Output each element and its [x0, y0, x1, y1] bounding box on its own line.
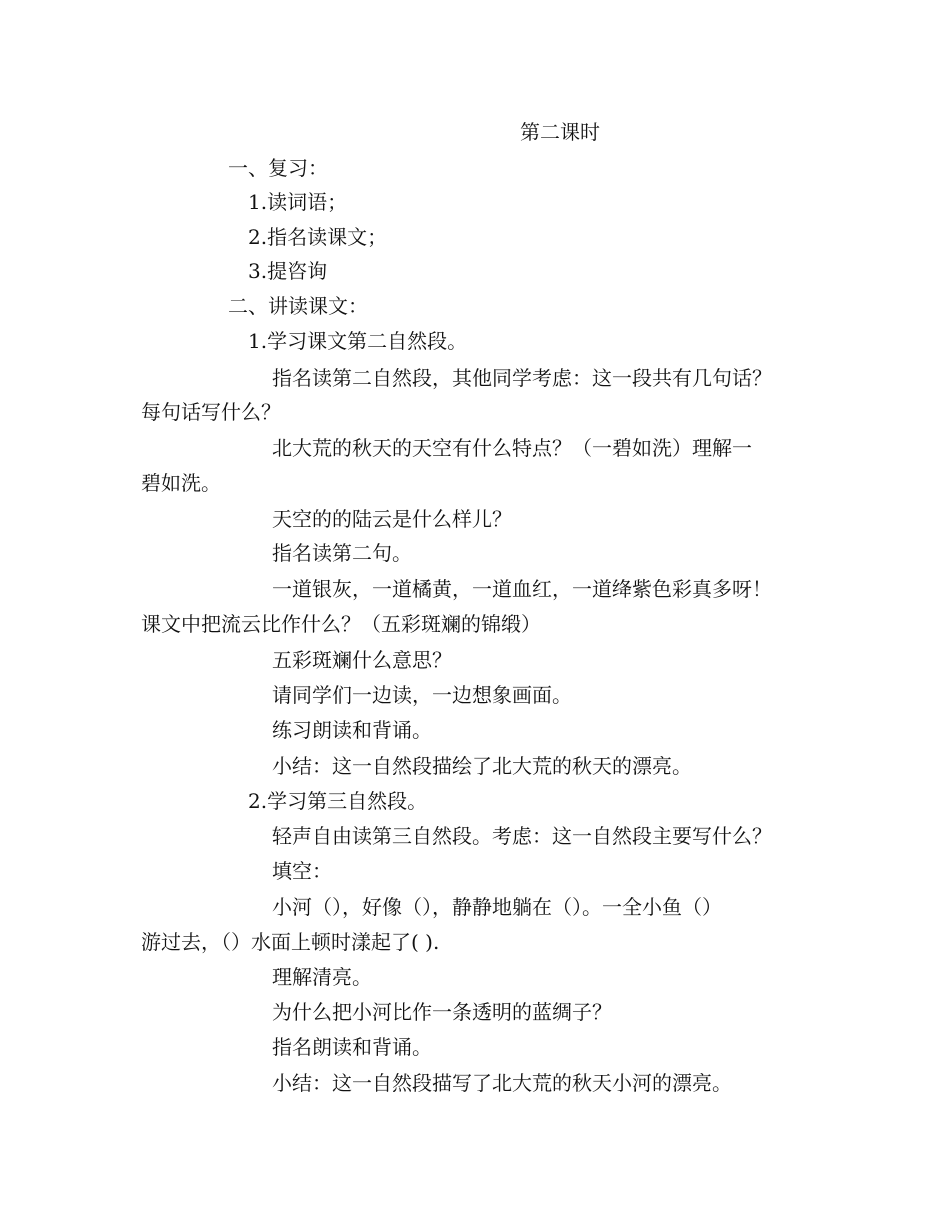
paragraph-line: 小河（），好像（），静静地躺在（）。一全小鱼（）	[272, 895, 722, 919]
paragraph-line: 课文中把流云比作什么？（五彩斑斓的锦缎）	[141, 612, 541, 636]
list-item: 2.指名读课文；	[248, 225, 388, 249]
list-item: 3.提咨询	[248, 259, 328, 283]
paragraph-line: 练习朗读和背诵。	[272, 718, 432, 742]
section-heading-review: 一、复习：	[228, 156, 328, 180]
paragraph-line: 碧如洗。	[141, 471, 221, 495]
paragraph-line: 请同学们一边读，一边想象画面。	[272, 683, 572, 707]
list-item: 1.读词语；	[248, 190, 348, 214]
paragraph-line: 指名朗读和背诵。	[272, 1035, 432, 1059]
paragraph-line: 指名读第二句。	[272, 541, 412, 565]
page-title: 第二课时	[520, 120, 600, 144]
paragraph-line: 填空：	[272, 859, 332, 883]
paragraph-line: 北大荒的秋天的天空有什么特点？（一碧如洗）理解一	[272, 436, 752, 460]
list-item: 2.学习第三自然段。	[248, 789, 428, 813]
paragraph-line: 小结：这一自然段描绘了北大荒的秋天的漂亮。	[272, 754, 692, 778]
paragraph-line: 一道银灰，一道橘黄，一道血红，一道绛紫色彩真多呀！	[272, 577, 772, 601]
list-item: 1.学习课文第二自然段。	[248, 329, 468, 353]
paragraph-line: 小结：这一自然段描写了北大荒的秋天小河的漂亮。	[272, 1071, 732, 1095]
paragraph-line: 轻声自由读第三自然段。考虑：这一自然段主要写什么？	[272, 824, 772, 848]
paragraph-line: 指名读第二自然段，其他同学考虑：这一段共有几句话？	[272, 366, 772, 390]
paragraph-line: 理解清亮。	[272, 965, 372, 989]
paragraph-line: 为什么把小河比作一条透明的蓝绸子？	[272, 1000, 612, 1024]
paragraph-line: 每句话写什么？	[141, 400, 281, 424]
paragraph-line: 五彩斑斓什么意思？	[272, 648, 452, 672]
paragraph-line: 游过去，（）水面上顿时漾起了( ).	[141, 930, 440, 954]
section-heading-lecture: 二、讲读课文：	[228, 294, 368, 318]
paragraph-line: 天空的的陆云是什么样儿？	[272, 507, 512, 531]
